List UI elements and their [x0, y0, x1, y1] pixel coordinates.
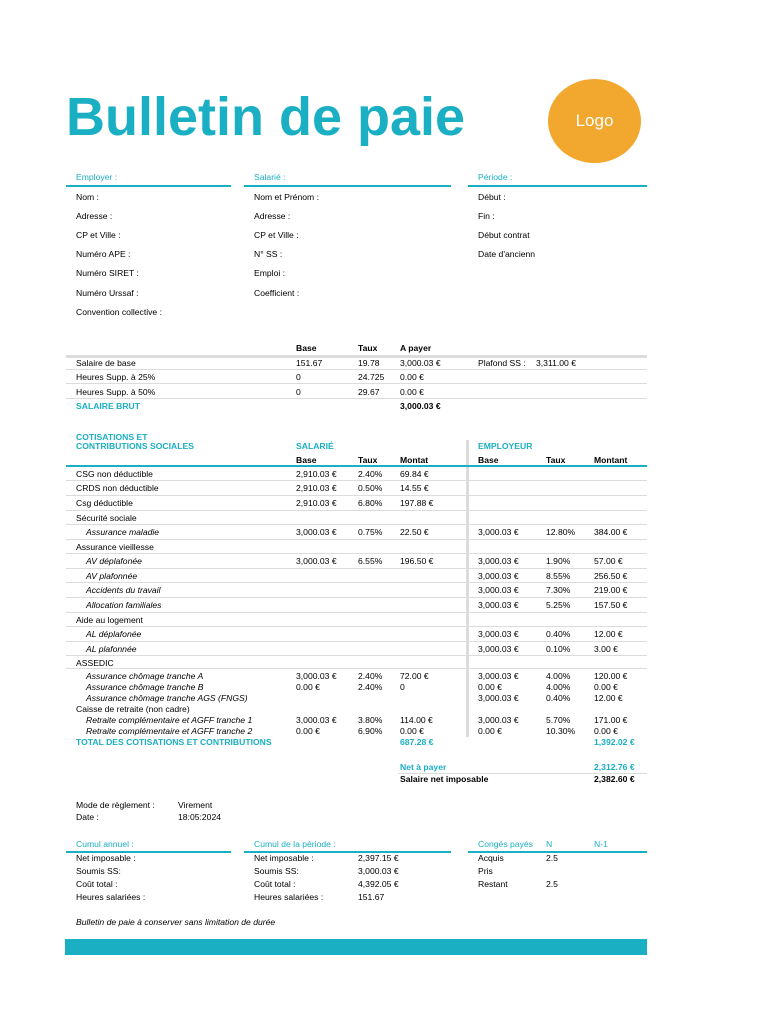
- cot-salarie-base: 2,910.03 €: [296, 469, 337, 479]
- cot-row-label: Assurance vieillesse: [76, 542, 154, 552]
- cot-salarie-base: 3,000.03 €: [296, 671, 337, 681]
- employeur-section-label: EMPLOYEUR: [478, 441, 533, 451]
- cumul-annuel-field: Soumis SS:: [76, 866, 121, 876]
- cot-employeur-taux: 1.90%: [546, 556, 571, 566]
- cot-row-label: Assurance maladie: [86, 527, 160, 537]
- cot-employeur-taux: 10.30%: [546, 726, 576, 736]
- section-divider: [466, 440, 469, 466]
- cot-employeur-taux: 12.80%: [546, 527, 576, 537]
- cot-employeur-taux: 0.40%: [546, 693, 571, 703]
- conges-row-label: Restant: [478, 879, 508, 889]
- cot-employeur-base: 3,000.03 €: [478, 571, 519, 581]
- cot-emp-col-montant: Montant: [594, 455, 628, 465]
- date-label: Date :: [76, 812, 99, 822]
- cot-row-label: ASSEDIC: [76, 658, 114, 668]
- conges-heading: Congés payés: [478, 839, 533, 849]
- employer-field: CP et Ville :: [76, 230, 121, 240]
- cumul-periode-value: 151.67: [358, 892, 385, 902]
- cot-salarie-taux: 6.80%: [358, 498, 383, 508]
- cot-employeur-base: 3,000.03 €: [478, 629, 519, 639]
- cumul-periode-label: Net imposable :: [254, 853, 314, 863]
- section-divider: [466, 467, 469, 737]
- salary-row-apayer: 3,000.03 €: [400, 358, 441, 368]
- cot-employeur-montant: 157.50 €: [594, 600, 628, 610]
- salarie-field: Nom et Prénom :: [254, 192, 319, 202]
- cumul-periode-label: Soumis SS:: [254, 866, 299, 876]
- periode-field: Date d'ancienn: [478, 249, 536, 259]
- cumul-annuel-heading: Cumul annuel :: [76, 839, 134, 849]
- cot-employeur-montant: 0.00 €: [594, 682, 618, 692]
- cot-employeur-base: 0.00 €: [478, 726, 502, 736]
- cot-salarie-taux: 2.40%: [358, 671, 383, 681]
- row-rule: [66, 510, 647, 511]
- employer-rule: [66, 185, 231, 187]
- cot-salarie-montant: 0: [400, 682, 405, 692]
- cot-salarie-base: 2,910.03 €: [296, 483, 337, 493]
- cot-row-label: Allocation familiales: [86, 600, 162, 610]
- total-cotisations-salarie: 687.28 €: [400, 737, 434, 747]
- cot-employeur-taux: 0.40%: [546, 629, 571, 639]
- net-a-payer-label: Net à payer: [400, 762, 447, 772]
- cot-salarie-montant: 22.50 €: [400, 527, 429, 537]
- row-rule: [66, 655, 647, 656]
- logo: Logo: [548, 79, 641, 163]
- cumul-periode-value: 3,000.03 €: [358, 866, 399, 876]
- mode-reglement-value: Virement: [178, 800, 213, 810]
- cot-employeur-montant: 120.00 €: [594, 671, 628, 681]
- cot-employeur-montant: 171.00 €: [594, 715, 628, 725]
- employer-field: Nom :: [76, 192, 99, 202]
- cot-row-label: CRDS non déductible: [76, 483, 159, 493]
- footer-note: Bulletin de paie à conserver sans limitation de durée: [76, 917, 276, 927]
- cumul-annuel-field: Coût total :: [76, 879, 118, 889]
- salary-row-taux: 24.725: [358, 372, 385, 382]
- cot-row-label: Csg déductible: [76, 498, 133, 508]
- row-rule: [66, 383, 647, 384]
- cot-salarie-montant: 69.84 €: [400, 469, 429, 479]
- row-rule: [66, 668, 647, 669]
- cot-salarie-base: 2,910.03 €: [296, 498, 337, 508]
- cot-salarie-taux: 6.90%: [358, 726, 383, 736]
- net-a-payer-value: 2,312.76 €: [594, 762, 635, 772]
- cot-employeur-base: 3,000.03 €: [478, 600, 519, 610]
- cotisations-title: CONTRIBUTIONS SOCIALES: [76, 441, 194, 451]
- periode-field: Fin :: [478, 211, 495, 221]
- cot-emp-col-taux: Taux: [546, 455, 566, 465]
- cot-employeur-montant: 256.50 €: [594, 571, 628, 581]
- row-rule: [66, 495, 647, 496]
- cot-row-label: Retraite complémentaire et AGFF tranche 2: [86, 726, 253, 736]
- cot-employeur-montant: 384.00 €: [594, 527, 628, 537]
- salary-row-apayer: 0.00 €: [400, 372, 424, 382]
- cot-employeur-montant: 12.00 €: [594, 693, 623, 703]
- cumul-periode-value: 2,397.15 €: [358, 853, 399, 863]
- cot-row-label: CSG non déductible: [76, 469, 153, 479]
- cot-row-label: AL déplafonée: [86, 629, 142, 639]
- total-cotisations-employeur: 1,392.02 €: [594, 737, 635, 747]
- employer-field: Convention collective :: [76, 307, 162, 317]
- salary-row-taux: 29.67: [358, 387, 380, 397]
- employer-heading: Employer :: [76, 172, 118, 182]
- row-rule: [66, 480, 647, 481]
- conges-col-n1: N-1: [594, 839, 608, 849]
- cot-employeur-base: 3,000.03 €: [478, 556, 519, 566]
- row-rule: [66, 524, 647, 525]
- cot-salarie-base: 0.00 €: [296, 682, 320, 692]
- cot-employeur-taux: 4.00%: [546, 682, 571, 692]
- cot-row-label: Assurance chômage tranche A: [86, 671, 204, 681]
- conges-row-label: Acquis: [478, 853, 504, 863]
- salary-row-label: Heures Supp. à 50%: [76, 387, 156, 397]
- cot-salarie-montant: 14.55 €: [400, 483, 429, 493]
- salary-col-apayer: A payer: [400, 343, 432, 353]
- cot-salarie-taux: 2.40%: [358, 469, 383, 479]
- cot-row-label: AL plafonnée: [86, 644, 137, 654]
- cot-employeur-base: 3,000.03 €: [478, 644, 519, 654]
- row-rule: [66, 568, 647, 569]
- footer-bar: [65, 939, 647, 955]
- salarie-field: N° SS :: [254, 249, 283, 259]
- cot-salarie-taux: 2.40%: [358, 682, 383, 692]
- conges-col-n: N: [546, 839, 553, 849]
- cot-emp-col-base: Base: [478, 455, 499, 465]
- cumul-periode-value: 4,392.05 €: [358, 879, 399, 889]
- cot-salarie-montant: 197.88 €: [400, 498, 434, 508]
- cot-col-base: Base: [296, 455, 317, 465]
- cot-salarie-taux: 0.75%: [358, 527, 383, 537]
- cot-row-label: Aide au logement: [76, 615, 143, 625]
- row-rule: [66, 369, 647, 370]
- cot-salarie-montant: 72.00 €: [400, 671, 429, 681]
- periode-field: Début :: [478, 192, 506, 202]
- cot-salarie-montant: 196.50 €: [400, 556, 434, 566]
- page-title: Bulletin de paie: [66, 87, 466, 147]
- cot-col-montant: Montat: [400, 455, 429, 465]
- cot-employeur-montant: 0.00 €: [594, 726, 618, 736]
- cot-row-label: Assurance chômage tranche AGS (FNGS): [86, 693, 248, 703]
- row-rule: [66, 553, 647, 554]
- salary-row-base: 0: [296, 372, 301, 382]
- row-rule: [66, 641, 647, 642]
- cotisations-title: COTISATIONS ET: [76, 432, 148, 442]
- row-rule: [66, 539, 647, 540]
- cot-row-label: Assurance chômage tranche B: [86, 682, 204, 692]
- cot-employeur-montant: 3.00 €: [594, 644, 618, 654]
- salarie-field: Coefficient :: [254, 288, 300, 298]
- cot-salarie-taux: 6.55%: [358, 556, 383, 566]
- conges-row-n: 2.5: [546, 853, 558, 863]
- cumul-periode-heading: Cumul de la période :: [254, 839, 336, 849]
- cot-employeur-base: 3,000.03 €: [478, 715, 519, 725]
- salary-row-apayer: 0.00 €: [400, 387, 424, 397]
- cot-employeur-montant: 12.00 €: [594, 629, 623, 639]
- row-rule: [66, 612, 647, 613]
- cumul-annuel-field: Heures salariées :: [76, 892, 146, 902]
- salary-row-base: 151.67: [296, 358, 323, 368]
- cotisations-rule: [66, 465, 647, 467]
- cot-col-taux: Taux: [358, 455, 378, 465]
- cot-employeur-taux: 5.25%: [546, 600, 571, 610]
- row-rule: [66, 398, 647, 399]
- salary-row-taux: 19.78: [358, 358, 380, 368]
- salarie-field: Adresse :: [254, 211, 291, 221]
- cot-employeur-taux: 7.30%: [546, 585, 571, 595]
- cot-employeur-base: 3,000.03 €: [478, 585, 519, 595]
- periode-field: Début contrat: [478, 230, 530, 240]
- date-value: 18:05:2024: [178, 812, 222, 822]
- conges-row-label: Pris: [478, 866, 493, 876]
- cot-employeur-taux: 5.70%: [546, 715, 571, 725]
- cot-salarie-montant: 0.00 €: [400, 726, 424, 736]
- cot-employeur-base: 3,000.03 €: [478, 671, 519, 681]
- net-imposable-value: 2,382.60 €: [594, 774, 635, 784]
- salarie-rule: [244, 185, 451, 187]
- cot-employeur-montant: 57.00 €: [594, 556, 623, 566]
- cot-row-label: Accidents du travail: [86, 585, 161, 595]
- cot-salarie-base: 3,000.03 €: [296, 715, 337, 725]
- salaire-brut-label: SALAIRE BRUT: [76, 401, 140, 411]
- employer-field: Numéro APE :: [76, 249, 131, 259]
- salaire-brut-value: 3,000.03 €: [400, 401, 441, 411]
- employer-field: Numéro SIRET :: [76, 268, 139, 278]
- salary-row-label: Heures Supp. à 25%: [76, 372, 156, 382]
- salarie-section-label: SALARIÉ: [296, 441, 334, 451]
- cot-row-label: AV plafonnée: [86, 571, 138, 581]
- cot-salarie-taux: 3.80%: [358, 715, 383, 725]
- cot-row-label: Retraite complémentaire et AGFF tranche 1: [86, 715, 253, 725]
- cot-row-label: AV déplafonée: [86, 556, 142, 566]
- salary-row-base: 0: [296, 387, 301, 397]
- cot-employeur-base: 0.00 €: [478, 682, 502, 692]
- cot-salarie-base: 3,000.03 €: [296, 527, 337, 537]
- cot-employeur-taux: 0.10%: [546, 644, 571, 654]
- cot-employeur-base: 3,000.03 €: [478, 693, 519, 703]
- total-cotisations-label: TOTAL DES COTISATIONS ET CONTRIBUTIONS: [76, 737, 272, 747]
- salarie-field: Emploi :: [254, 268, 286, 278]
- cot-salarie-montant: 114.00 €: [400, 715, 433, 725]
- cumul-annuel-field: Net imposable :: [76, 853, 136, 863]
- cot-employeur-taux: 8.55%: [546, 571, 571, 581]
- cumul-periode-label: Coût total :: [254, 879, 296, 889]
- conges-row-n: 2.5: [546, 879, 558, 889]
- cot-salarie-base: 3,000.03 €: [296, 556, 337, 566]
- net-imposable-label: Salaire net imposable: [400, 774, 489, 784]
- periode-rule: [468, 185, 647, 187]
- periode-heading: Période :: [478, 172, 513, 182]
- salarie-field: CP et Ville :: [254, 230, 299, 240]
- cot-row-label: Sécurité sociale: [76, 513, 137, 523]
- employer-field: Numéro Urssaf :: [76, 288, 139, 298]
- row-rule: [66, 597, 647, 598]
- salary-row-label: Salaire de base: [76, 358, 136, 368]
- salarie-heading: Salarié :: [254, 172, 286, 182]
- employer-field: Adresse :: [76, 211, 113, 221]
- cot-row-label: Caisse de retraite (non cadre): [76, 704, 190, 714]
- cot-employeur-taux: 4.00%: [546, 671, 571, 681]
- row-rule: [66, 626, 647, 627]
- row-rule: [66, 582, 647, 583]
- cumul-periode-label: Heures salariées :: [254, 892, 324, 902]
- mode-reglement-label: Mode de règlement :: [76, 800, 155, 810]
- cot-salarie-taux: 0.50%: [358, 483, 383, 493]
- plafond-value: 3,311.00 €: [536, 358, 576, 368]
- cot-salarie-base: 0.00 €: [296, 726, 320, 736]
- cot-employeur-base: 3,000.03 €: [478, 527, 519, 537]
- plafond-label: Plafond SS :: [478, 358, 526, 368]
- salary-col-base: Base: [296, 343, 317, 353]
- cot-employeur-montant: 219.00 €: [594, 585, 628, 595]
- salary-col-taux: Taux: [358, 343, 378, 353]
